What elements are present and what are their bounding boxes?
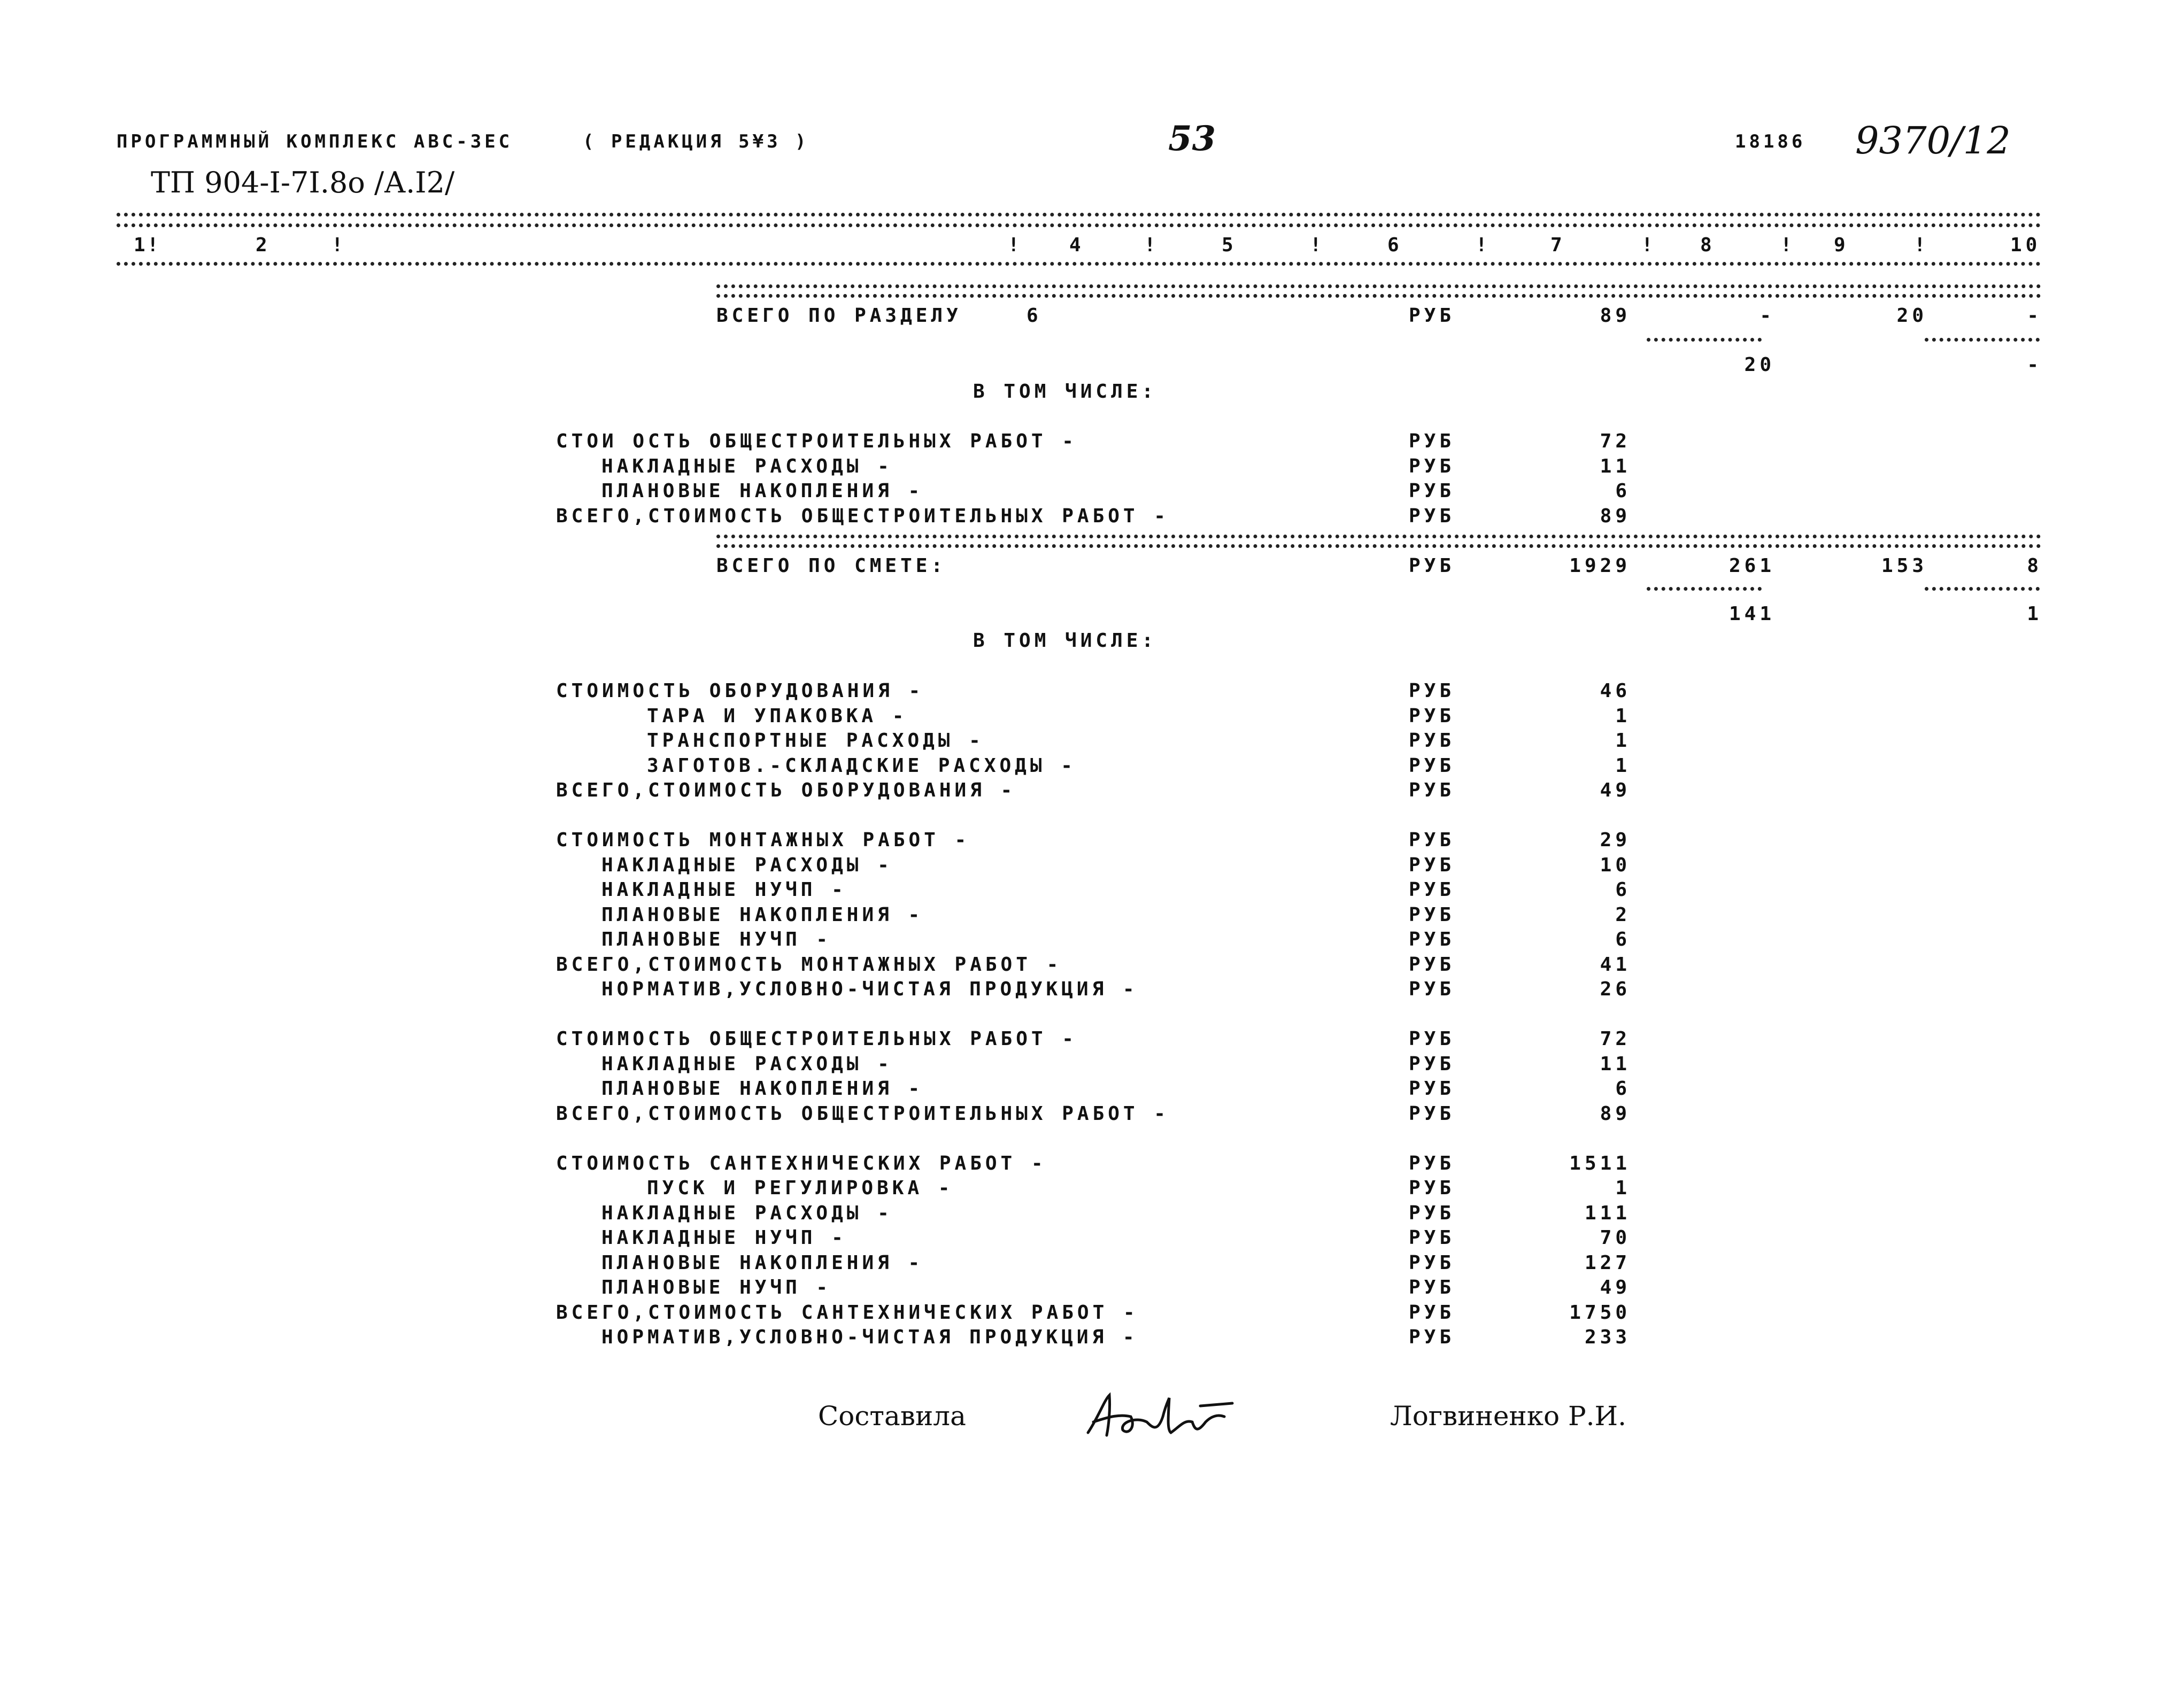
rule-estimate-top-2: [716, 544, 2041, 548]
cost-row-label: НАКЛАДНЫЕ НУЧП -: [601, 879, 847, 901]
cost-row-label: ВСЕГО,СТОИМОСТЬ МОНТАЖНЫХ РАБОТ -: [556, 953, 1062, 976]
section-total-label: ВСЕГО ПО РАЗДЕЛУ: [716, 305, 962, 327]
cost-row-value: 49: [1600, 1277, 1631, 1298]
cost-row-label: НАКЛАДНЫЕ РАСХОДЫ -: [601, 1053, 893, 1075]
cost-row-value: 89: [1600, 505, 1631, 527]
rule-section-top-2: [716, 294, 2041, 298]
program-name: ПРОГРАММНЫЙ КОМПЛЕКС АВС-ЗЕС: [117, 131, 513, 152]
cost-row-label: НАКЛАДНЫЕ РАСХОДЫ -: [601, 455, 893, 477]
section-c9: 20: [1896, 305, 1927, 327]
cost-row-unit: РУБ: [1409, 754, 1455, 777]
column-number: 7: [1550, 234, 1566, 256]
cost-row-unit: РУБ: [1409, 903, 1455, 926]
column-separator: !: [1310, 234, 1325, 256]
cost-row-value: 1750: [1569, 1301, 1631, 1324]
rule-header-bottom: [117, 262, 2041, 266]
cost-row-label: НАКЛАДНЫЕ РАСХОДЫ -: [601, 854, 893, 876]
cost-row-label: ЗАГОТОВ.-СКЛАДСКИЕ РАСХОДЫ -: [647, 754, 1076, 777]
cost-row-value: 49: [1600, 779, 1631, 801]
cost-row-unit: РУБ: [1409, 680, 1455, 702]
cost-row-label: СТОИ ОСТЬ ОБЩЕСТРОИТЕЛЬНЫХ РАБОТ -: [556, 430, 1077, 452]
rule-top-2: [117, 223, 2041, 227]
cost-row-label: ВСЕГО,СТОИМОСТЬ ОБЩЕСТРОИТЕЛЬНЫХ РАБОТ -: [556, 505, 1169, 527]
cost-row-value: 41: [1600, 953, 1631, 976]
cost-row-unit: РУБ: [1409, 730, 1455, 752]
cost-row-label: ПЛАНОВЫЕ НАКОПЛЕНИЯ -: [601, 1078, 924, 1100]
estimate-c9: 153: [1881, 555, 1927, 577]
cost-row-label: СТОИМОСТЬ ОБОРУДОВАНИЯ -: [556, 680, 924, 702]
cost-row-value: 111: [1584, 1202, 1631, 1224]
column-number: 5: [1222, 234, 1237, 256]
cost-row-label: НАКЛАДНЫЕ НУЧП -: [601, 1227, 847, 1249]
column-separator: !: [1641, 234, 1657, 256]
cost-row-value: 2: [1615, 903, 1631, 926]
cost-row-value: 70: [1600, 1227, 1631, 1249]
rule-c10-sub: [1925, 338, 2040, 342]
cost-row-value: 72: [1600, 430, 1631, 452]
signature: [1077, 1385, 1248, 1449]
estimate-c8-sub: 141: [1728, 603, 1775, 625]
cost-row-unit: РУБ: [1409, 1102, 1455, 1125]
doc-code: 18186: [1735, 131, 1806, 152]
column-separator: !: [1780, 234, 1796, 256]
column-separator: !: [1476, 234, 1491, 256]
cost-row-label: НАКЛАДНЫЕ РАСХОДЫ -: [601, 1202, 893, 1224]
cost-row-unit: РУБ: [1409, 505, 1455, 527]
cost-row-value: 11: [1600, 455, 1631, 477]
composed-label: Составила: [818, 1401, 966, 1432]
cost-row-label: НОРМАТИВ,УСЛОВНО-ЧИСТАЯ ПРОДУКЦИЯ -: [601, 978, 1138, 1000]
cost-row-value: 127: [1584, 1251, 1631, 1274]
cost-row-value: 26: [1600, 978, 1631, 1000]
cost-row-label: ТРАНСПОРТНЫЕ РАСХОДЫ -: [647, 730, 984, 752]
cost-row-value: 1: [1615, 705, 1631, 727]
cost-row-label: НОРМАТИВ,УСЛОВНО-ЧИСТАЯ ПРОДУКЦИЯ -: [601, 1326, 1138, 1348]
section-c8: -: [1759, 305, 1775, 327]
cost-row-value: 6: [1615, 480, 1631, 502]
cost-row-unit: РУБ: [1409, 1227, 1455, 1249]
cost-row-unit: РУБ: [1409, 1326, 1455, 1348]
cost-row-label: ПЛАНОВЫЕ НУЧП -: [601, 1277, 832, 1298]
rule-section-top: [716, 284, 2041, 288]
including-label-2: В ТОМ ЧИСЛЕ:: [973, 630, 1157, 652]
cost-row-unit: РУБ: [1409, 455, 1455, 477]
cost-row-label: СТОИМОСТЬ ОБЩЕСТРОИТЕЛЬНЫХ РАБОТ -: [556, 1028, 1077, 1050]
column-separator: !: [1144, 234, 1160, 256]
rule-top: [117, 213, 2041, 217]
column-number: 10: [2010, 234, 2041, 256]
column-separator: !: [1008, 234, 1023, 256]
cost-row-unit: РУБ: [1409, 1078, 1455, 1100]
cost-row-value: 1511: [1569, 1152, 1631, 1174]
section-number: 6: [1027, 305, 1042, 327]
section-c10-sub: -: [2027, 354, 2042, 376]
rule-est-c10-sub: [1925, 587, 2040, 591]
section-unit: РУБ: [1409, 305, 1455, 327]
cost-row-label: СТОИМОСТЬ МОНТАЖНЫХ РАБОТ -: [556, 829, 970, 851]
cost-row-value: 1: [1615, 754, 1631, 777]
section-c7: 89: [1600, 305, 1631, 327]
estimate-total-label: ВСЕГО ПО СМЕТЕ:: [716, 555, 947, 577]
cost-row-unit: РУБ: [1409, 705, 1455, 727]
cost-row-label: ВСЕГО,СТОИМОСТЬ ОБОРУДОВАНИЯ -: [556, 779, 1016, 801]
cost-row-label: ВСЕГО,СТОИМОСТЬ САНТЕХНИЧЕСКИХ РАБОТ -: [556, 1301, 1139, 1324]
cost-row-unit: РУБ: [1409, 1177, 1455, 1199]
estimate-c10: 8: [2027, 555, 2042, 577]
cost-row-value: 6: [1615, 1078, 1631, 1100]
cost-row-value: 89: [1600, 1102, 1631, 1125]
cost-row-value: 72: [1600, 1028, 1631, 1050]
column-number: 2: [256, 234, 271, 256]
column-separator: !: [147, 234, 163, 256]
edition: ( РЕДАКЦИЯ 5¥3 ): [583, 131, 809, 152]
cost-row-unit: РУБ: [1409, 480, 1455, 502]
cost-row-value: 29: [1600, 829, 1631, 851]
cost-row-label: ПЛАНОВЫЕ НУЧП -: [601, 929, 832, 950]
cost-row-label: ПЛАНОВЫЕ НАКОПЛЕНИЯ -: [601, 903, 924, 926]
cost-row-unit: РУБ: [1409, 929, 1455, 950]
cost-row-value: 1: [1615, 730, 1631, 752]
estimate-unit: РУБ: [1409, 555, 1455, 577]
rule-est-c8-sub: [1647, 587, 1762, 591]
cost-row-unit: РУБ: [1409, 1053, 1455, 1075]
project-code: ТП 904-I-7I.8о /А.I2/: [151, 166, 455, 199]
estimate-c10-sub: 1: [2027, 603, 2042, 625]
column-separator: !: [1914, 234, 1930, 256]
cost-row-label: СТОИМОСТЬ САНТЕХНИЧЕСКИХ РАБОТ -: [556, 1152, 1047, 1174]
cost-row-label: ВСЕГО,СТОИМОСТЬ ОБЩЕСТРОИТЕЛЬНЫХ РАБОТ -: [556, 1102, 1169, 1125]
signer-name: Логвиненко Р.И.: [1390, 1401, 1627, 1432]
column-number: 9: [1834, 234, 1849, 256]
including-label: В ТОМ ЧИСЛЕ:: [973, 381, 1157, 403]
cost-row-unit: РУБ: [1409, 1202, 1455, 1224]
cost-row-unit: РУБ: [1409, 879, 1455, 901]
rule-c8-sub: [1647, 338, 1762, 342]
cost-row-unit: РУБ: [1409, 1277, 1455, 1298]
section-c10: -: [2027, 305, 2042, 327]
estimate-c7: 1929: [1569, 555, 1631, 577]
cost-row-value: 11: [1600, 1053, 1631, 1075]
section-c8-sub: 20: [1744, 354, 1775, 376]
cost-row-value: 6: [1615, 929, 1631, 950]
sheet-ref: 9370/12: [1855, 119, 2011, 163]
page-number: 53: [1168, 119, 1216, 159]
cost-row-unit: РУБ: [1409, 1152, 1455, 1174]
cost-row-unit: РУБ: [1409, 829, 1455, 851]
cost-row-unit: РУБ: [1409, 978, 1455, 1000]
cost-row-value: 233: [1584, 1326, 1631, 1348]
cost-row-unit: РУБ: [1409, 430, 1455, 452]
cost-row-value: 6: [1615, 879, 1631, 901]
column-number: 4: [1069, 234, 1085, 256]
cost-row-unit: РУБ: [1409, 854, 1455, 876]
column-number: 6: [1387, 234, 1403, 256]
cost-row-label: ПЛАНОВЫЕ НАКОПЛЕНИЯ -: [601, 1251, 924, 1274]
column-number: 1: [134, 234, 149, 256]
rule-estimate-top: [716, 535, 2041, 538]
cost-row-label: ПЛАНОВЫЕ НАКОПЛЕНИЯ -: [601, 480, 924, 502]
column-separator: !: [331, 234, 347, 256]
estimate-c8: 261: [1728, 555, 1775, 577]
cost-row-value: 1: [1615, 1177, 1631, 1199]
cost-row-value: 46: [1600, 680, 1631, 702]
cost-row-unit: РУБ: [1409, 1251, 1455, 1274]
cost-row-label: ТАРА И УПАКОВКА -: [647, 705, 908, 727]
cost-row-value: 10: [1600, 854, 1631, 876]
cost-row-unit: РУБ: [1409, 1028, 1455, 1050]
cost-row-unit: РУБ: [1409, 953, 1455, 976]
column-number: 8: [1700, 234, 1716, 256]
cost-row-unit: РУБ: [1409, 779, 1455, 801]
cost-row-label: ПУСК И РЕГУЛИРОВКА -: [647, 1177, 954, 1199]
cost-row-unit: РУБ: [1409, 1301, 1455, 1324]
